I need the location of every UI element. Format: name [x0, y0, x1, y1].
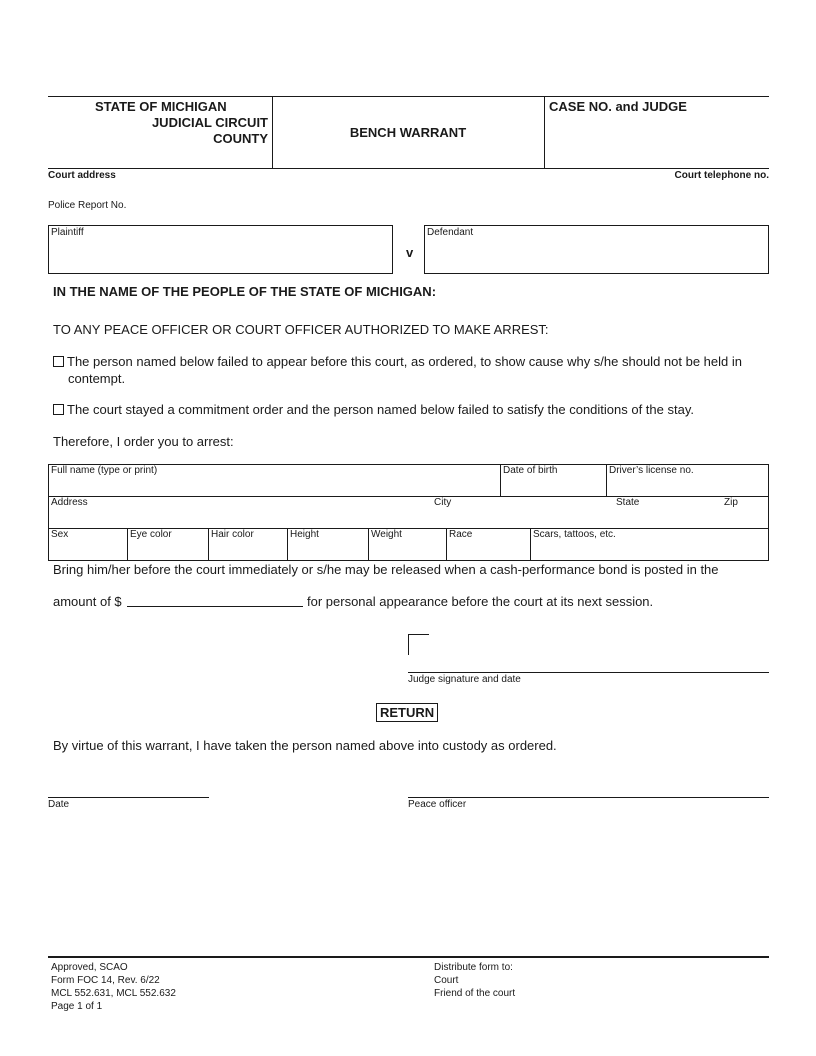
full-name-field[interactable]: Full name (type or print) — [51, 465, 158, 476]
case-number-label: CASE NO. and JUDGE — [549, 99, 687, 114]
city-field[interactable]: City — [434, 497, 452, 508]
peace-officer-label: Peace officer — [408, 799, 467, 810]
header-divider-right — [544, 96, 545, 169]
state-field[interactable]: State — [616, 497, 640, 508]
form-title: BENCH WARRANT — [349, 125, 467, 140]
header-bottom-rule — [48, 168, 769, 169]
judge-signature-field[interactable] — [408, 672, 769, 673]
return-statement: By virtue of this warrant, I have taken the person named above into custody as ordered. — [53, 738, 557, 753]
option2-row — [53, 402, 694, 417]
circuit-label: JUDICIAL CIRCUIT — [151, 115, 268, 130]
amount-suffix: for personal appearance before the court at its next session. — [307, 594, 654, 609]
footer-right — [434, 961, 515, 1000]
footer-left — [51, 961, 176, 1013]
plaintiff-field[interactable] — [48, 225, 393, 274]
signature-corner-mark-v — [408, 634, 409, 655]
table-col-rule-eye — [127, 528, 128, 561]
table-col-rule-hair — [208, 528, 209, 561]
table-row-rule-1 — [48, 496, 769, 497]
eye-color-field[interactable]: Eye color — [130, 529, 172, 540]
bond-amount-field[interactable] — [127, 606, 303, 607]
footer-form-number: Form FOC 14, Rev. 6/22 — [51, 975, 160, 986]
option2-text: The court stayed a commitment order and the person named below failed to satisfy the conditions of the stay. — [67, 402, 694, 417]
option1-text: The person named below failed to appear before this court, as ordered, to show cause why s/he should not be held in — [67, 354, 742, 369]
option1-row — [53, 354, 742, 369]
race-field[interactable]: Race — [449, 529, 473, 540]
scars-field[interactable]: Scars, tattoos, etc. — [533, 529, 616, 540]
option1-text-cont: contempt. — [68, 371, 126, 386]
footer-page: Page 1 of 1 — [51, 1001, 103, 1012]
header-top-rule — [48, 96, 769, 97]
peace-officer-field[interactable] — [408, 797, 769, 798]
return-heading: RETURN — [376, 703, 438, 722]
footer-dist-court: Court — [434, 975, 459, 986]
table-col-rule-scars — [530, 528, 531, 561]
judge-signature-label: Judge signature and date — [408, 674, 521, 685]
amount-prefix: amount of $ — [53, 594, 122, 609]
dob-field[interactable]: Date of birth — [503, 465, 558, 476]
height-field[interactable]: Height — [290, 529, 319, 540]
option1-checkbox[interactable] — [53, 356, 64, 367]
footer-rule — [48, 956, 769, 958]
weight-field[interactable]: Weight — [371, 529, 402, 540]
license-field[interactable]: Driver’s license no. — [609, 465, 694, 476]
defendant-field[interactable] — [424, 225, 769, 274]
footer-mcl: MCL 552.631, MCL 552.632 — [51, 988, 176, 999]
footer-distribute: Distribute form to: — [434, 962, 513, 973]
court-telephone-label: Court telephone no. — [674, 170, 769, 181]
address-field[interactable]: Address — [51, 497, 88, 508]
therefore-text: Therefore, I order you to arrest: — [53, 434, 234, 449]
county-label: COUNTY — [213, 131, 268, 146]
sex-field[interactable]: Sex — [51, 529, 69, 540]
footer-approved: Approved, SCAO — [51, 962, 128, 973]
table-col-rule-weight — [368, 528, 369, 561]
bond-text: Bring him/her before the court immediately or s/he may be released when a cash-performance bond is posted in the — [53, 562, 719, 577]
table-col-rule-license — [606, 464, 607, 497]
hair-color-field[interactable]: Hair color — [211, 529, 254, 540]
police-report-label: Police Report No. — [48, 200, 127, 211]
table-col-rule-race — [446, 528, 447, 561]
zip-field[interactable]: Zip — [724, 497, 738, 508]
table-col-rule-dob — [500, 464, 501, 497]
table-col-rule-height — [287, 528, 288, 561]
people-heading: IN THE NAME OF THE PEOPLE OF THE STATE OF MICHIGAN: — [53, 284, 437, 299]
return-date-field[interactable] — [48, 797, 209, 798]
court-address-label: Court address — [48, 170, 116, 181]
option2-checkbox[interactable] — [53, 404, 64, 415]
versus-label: v — [406, 245, 414, 260]
signature-corner-mark-h — [408, 634, 429, 635]
state-label: STATE OF MICHIGAN — [95, 99, 227, 114]
defendant-label: Defendant — [427, 227, 474, 238]
person-table — [48, 464, 769, 561]
return-date-label: Date — [48, 799, 70, 810]
footer-dist-friend: Friend of the court — [434, 988, 516, 999]
to-officer-text: TO ANY PEACE OFFICER OR COURT OFFICER AUTHORIZED TO MAKE ARREST: — [53, 322, 549, 337]
plaintiff-label: Plaintiff — [51, 227, 84, 238]
